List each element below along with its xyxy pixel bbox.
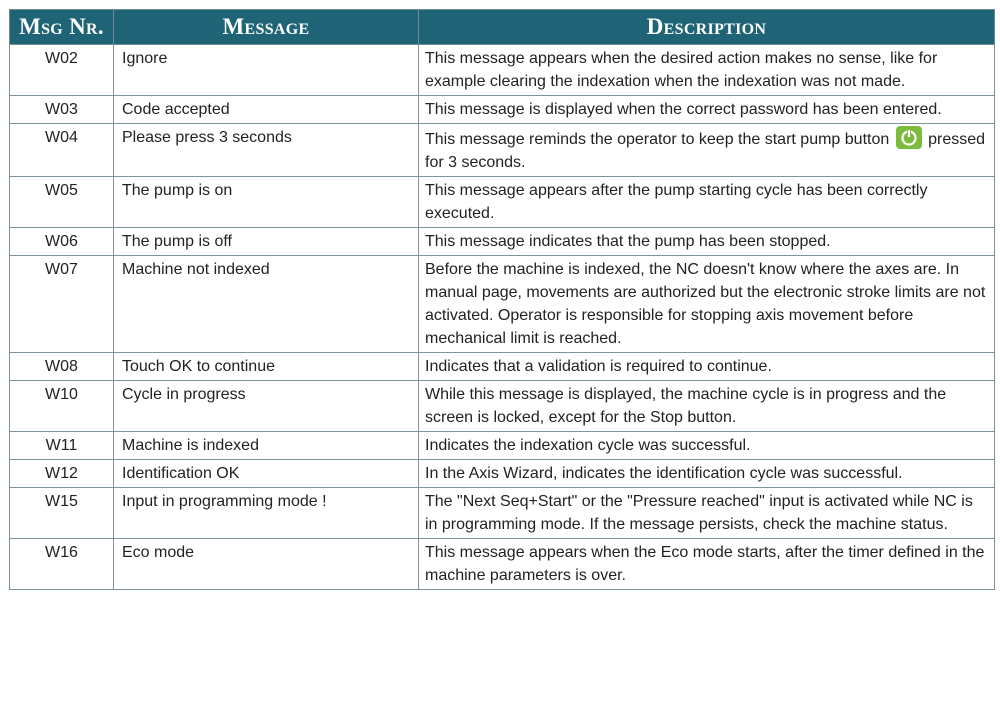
message-cell: The pump is on bbox=[114, 177, 419, 228]
message-table bbox=[9, 9, 995, 590]
pump-start-icon bbox=[896, 126, 922, 149]
msg-nr-cell: W05 bbox=[10, 177, 114, 228]
msg-nr-cell: W11 bbox=[10, 432, 114, 460]
message-cell: The pump is off bbox=[114, 228, 419, 256]
message-cell: Input in programming mode ! bbox=[114, 488, 419, 539]
message-cell: Cycle in progress bbox=[114, 381, 419, 432]
table-row bbox=[10, 353, 995, 381]
table-row bbox=[10, 256, 995, 353]
description-text: pressed for 3 seconds. bbox=[425, 131, 986, 171]
description-cell: In the Axis Wizard, indicates the identification cycle was successful. bbox=[419, 460, 995, 488]
msg-nr-cell: W02 bbox=[10, 45, 114, 96]
msg-nr-cell: W12 bbox=[10, 460, 114, 488]
description-cell: Indicates that a validation is required to continue. bbox=[419, 353, 995, 381]
message-cell: Please press 3 seconds bbox=[114, 124, 419, 177]
msg-nr-cell: W16 bbox=[10, 539, 114, 590]
header-description: Description bbox=[419, 10, 995, 45]
description-cell: This message appears after the pump starting cycle has been correctly executed. bbox=[419, 177, 995, 228]
msg-nr-cell: W06 bbox=[10, 228, 114, 256]
description-cell: This message appears when the Eco mode starts, after the timer defined in the machine parameters is over. bbox=[419, 539, 995, 590]
message-cell: Eco mode bbox=[114, 539, 419, 590]
description-cell: This message is displayed when the correct password has been entered. bbox=[419, 96, 995, 124]
description-cell: Indicates the indexation cycle was successful. bbox=[419, 432, 995, 460]
description-cell: The "Next Seq+Start" or the "Pressure reached" input is activated while NC is in programming mode. If the message persists, check the machine status. bbox=[419, 488, 995, 539]
msg-nr-cell: W03 bbox=[10, 96, 114, 124]
description-cell bbox=[419, 124, 995, 177]
description-text: This message reminds the operator to keep the start pump button bbox=[425, 131, 890, 148]
table-row bbox=[10, 177, 995, 228]
table-row bbox=[10, 228, 995, 256]
message-cell: Ignore bbox=[114, 45, 419, 96]
table-row bbox=[10, 45, 995, 96]
msg-nr-cell: W15 bbox=[10, 488, 114, 539]
header-msg-nr: Msg Nr. bbox=[10, 10, 114, 45]
message-cell: Identification OK bbox=[114, 460, 419, 488]
description-cell: This message indicates that the pump has been stopped. bbox=[419, 228, 995, 256]
message-cell: Machine not indexed bbox=[114, 256, 419, 353]
message-cell: Machine is indexed bbox=[114, 432, 419, 460]
table-row bbox=[10, 124, 995, 177]
message-cell: Touch OK to continue bbox=[114, 353, 419, 381]
table-row bbox=[10, 381, 995, 432]
msg-nr-cell: W08 bbox=[10, 353, 114, 381]
description-cell: This message appears when the desired action makes no sense, like for example clearing the indexation when the indexation was not made. bbox=[419, 45, 995, 96]
table-row bbox=[10, 539, 995, 590]
msg-nr-cell: W04 bbox=[10, 124, 114, 177]
msg-nr-cell: W10 bbox=[10, 381, 114, 432]
header-message: Message bbox=[114, 10, 419, 45]
description-cell: While this message is displayed, the machine cycle is in progress and the screen is locked, except for the Stop button. bbox=[419, 381, 995, 432]
msg-nr-cell: W07 bbox=[10, 256, 114, 353]
description-cell: Before the machine is indexed, the NC doesn't know where the axes are. In manual page, movements are authorized but the electronic stroke limits are not activated. Operator is responsible for stopping axis movement before mechanical limit is reached. bbox=[419, 256, 995, 353]
message-cell: Code accepted bbox=[114, 96, 419, 124]
table-row bbox=[10, 96, 995, 124]
table-row bbox=[10, 488, 995, 539]
table-row bbox=[10, 460, 995, 488]
table-row bbox=[10, 432, 995, 460]
table-header-row bbox=[10, 10, 995, 45]
